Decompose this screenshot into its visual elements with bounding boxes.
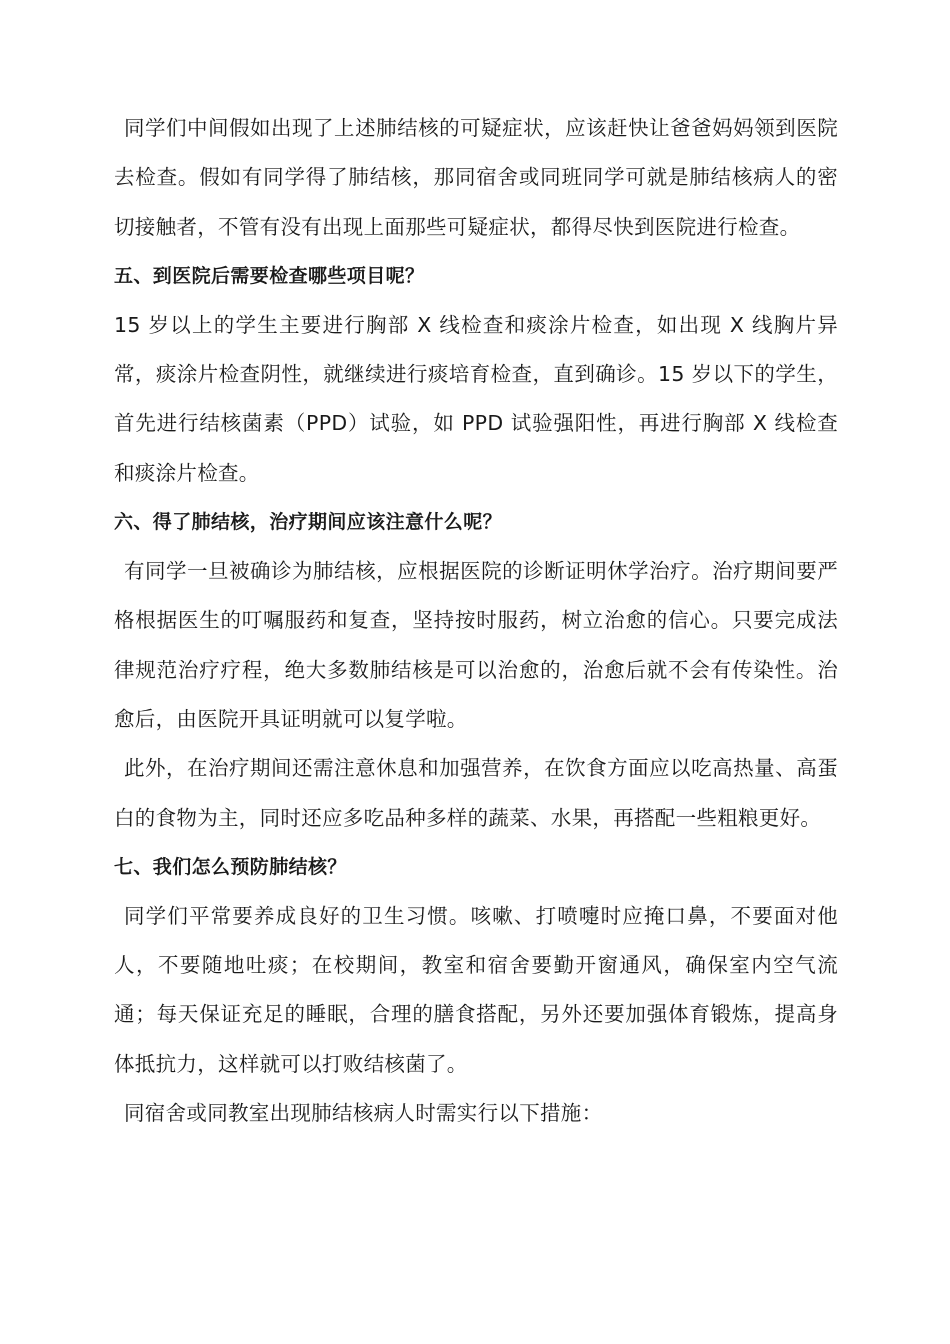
section-heading-6: 六、得了肺结核，治疗期间应该注意什么呢？ [114,511,503,534]
section-heading-5: 五、到医院后需要检查哪些项目呢？ [114,264,425,287]
document-page [114,104,838,1138]
paragraph-prevention: 同学们平常要养成良好的卫生习惯。咳嗽、打喷嚏时应掩口鼻，不要面对他人，不要随地吐痰；在校期间，教室和宿舍要勤开窗通风，确保室内空气流通；每天保证充足的睡眠，合理的膳食搭配，另外还要加强体育锻炼，提高身体抵抗力，这样就可以打败结核菌了。 [114,903,838,1076]
section-heading-7: 七、我们怎么预防肺结核？ [114,855,347,878]
paragraph-nutrition: 此外，在治疗期间还需注意休息和加强营养，在饮食方面应以吃高热量、高蛋白的食物为主，同时还应多吃品种多样的蔬菜、水果，再搭配一些粗粮更好。 [114,756,838,830]
paragraph-check-items: 15 岁以上的学生主要进行胸部 X 线检查和痰涂片检查，如出现 X 线胸片异常，痰涂片检查阴性，就继续进行痰培育检查，直到确诊。15 岁以下的学生，首先进行结核菌素（PPD）试验，如 PPD 试验强阳性，再进行胸部 X 线检查和痰涂片检查。 [114,312,838,485]
paragraph-treatment: 有同学一旦被确诊为肺结核，应根据医院的诊断证明休学治疗。治疗期间要严格根据医生的叮嘱服药和复查，坚持按时服药，树立治愈的信心。只要完成法律规范治疗疗程，绝大多数肺结核是可以治愈的，治愈后就不会有传染性。治愈后，由医院开具证明就可以复学啦。 [114,559,838,731]
paragraph-measures-intro: 同宿舍或同教室出现肺结核病人时需实行以下措施： [124,1101,603,1126]
paragraph-seek-medical-check: 同学们中间假如出现了上述肺结核的可疑症状，应该赶快让爸爸妈妈领到医院去检查。假如有同学得了肺结核，那同宿舍或同班同学可就是肺结核病人的密切接触者，不管有没有出现上面那些可疑症状，都得尽快到医院进行检查。 [114,116,838,239]
